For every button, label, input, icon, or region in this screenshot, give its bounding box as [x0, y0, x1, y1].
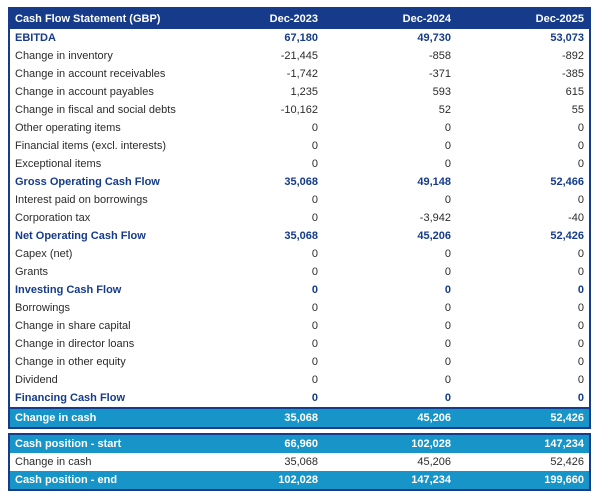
- row-value: 0: [311, 302, 318, 314]
- row-value: -892: [561, 50, 584, 62]
- row-value: 0: [577, 338, 584, 350]
- table-row: [10, 191, 589, 209]
- cash-position-table: [8, 433, 591, 491]
- row-value: 0: [311, 392, 318, 404]
- table-row: [10, 155, 589, 173]
- table-row: [10, 389, 589, 407]
- row-value: 0: [311, 374, 318, 386]
- row-label: Change in cash: [15, 456, 92, 468]
- row-value: -40: [568, 212, 584, 224]
- row-value: 0: [577, 374, 584, 386]
- row-label: Change in cash: [15, 412, 97, 424]
- row-value: 0: [444, 248, 451, 260]
- row-value: 102,028: [278, 474, 318, 486]
- row-value: 66,960: [284, 438, 318, 450]
- row-label: Dividend: [15, 374, 58, 386]
- row-value: 0: [577, 140, 584, 152]
- row-value: 0: [444, 266, 451, 278]
- table-row: [10, 371, 589, 389]
- row-value: -385: [561, 68, 584, 80]
- row-value: 45,206: [417, 456, 451, 468]
- row-value: 52,466: [550, 176, 584, 188]
- row-value: 0: [311, 140, 318, 152]
- row-value: 0: [577, 284, 584, 296]
- row-label: Capex (net): [15, 248, 73, 260]
- row-label: EBITDA: [15, 32, 56, 44]
- row-value: 52: [438, 104, 451, 116]
- row-label: Change in account payables: [15, 86, 154, 98]
- row-value: -10,162: [280, 104, 318, 116]
- row-value: 35,068: [284, 412, 318, 424]
- row-value: 0: [577, 158, 584, 170]
- cash-flow-table: [8, 7, 591, 429]
- row-value: 49,148: [417, 176, 451, 188]
- row-value: 0: [577, 320, 584, 332]
- row-label: Corporation tax: [15, 212, 91, 224]
- row-value: 0: [577, 248, 584, 260]
- row-value: 55: [571, 104, 584, 116]
- summary-table-body: [10, 435, 589, 489]
- row-value: 0: [444, 194, 451, 206]
- column-header-dec-2024: Dec-2024: [402, 13, 451, 25]
- row-value: 0: [444, 122, 451, 134]
- row-value: 35,068: [284, 456, 318, 468]
- row-label: Borrowings: [15, 302, 71, 314]
- row-label: Cash position - start: [15, 438, 122, 450]
- row-label: Cash position - end: [15, 474, 118, 486]
- row-value: 0: [444, 392, 451, 404]
- row-label: Other operating items: [15, 122, 121, 134]
- row-value: 0: [444, 338, 451, 350]
- table-row: [10, 29, 589, 47]
- row-label: Change in inventory: [15, 50, 113, 62]
- table-row: [10, 299, 589, 317]
- row-value: 0: [577, 266, 584, 278]
- table-row: [10, 471, 589, 489]
- row-value: 0: [311, 248, 318, 260]
- row-value: 0: [577, 356, 584, 368]
- table-row: [10, 317, 589, 335]
- row-label: Change in other equity: [15, 356, 126, 368]
- row-value: 1,235: [290, 86, 318, 98]
- table-row: [10, 335, 589, 353]
- row-label: Change in account receivables: [15, 68, 166, 80]
- row-value: 45,206: [417, 412, 451, 424]
- row-value: 0: [577, 392, 584, 404]
- row-value: 0: [311, 212, 318, 224]
- table-row: [10, 173, 589, 191]
- row-label: Gross Operating Cash Flow: [15, 176, 160, 188]
- table-row: [10, 453, 589, 471]
- column-header-dec-2023: Dec-2023: [269, 13, 318, 25]
- table-row: [10, 47, 589, 65]
- row-value: 0: [444, 284, 451, 296]
- row-value: 35,068: [284, 230, 318, 242]
- row-value: 102,028: [411, 438, 451, 450]
- row-value: 0: [311, 284, 318, 296]
- row-value: 0: [444, 356, 451, 368]
- row-value: 0: [311, 338, 318, 350]
- row-label: Change in director loans: [15, 338, 135, 350]
- row-label: Grants: [15, 266, 49, 278]
- row-value: 199,660: [544, 474, 584, 486]
- table-row: [10, 83, 589, 101]
- row-value: -1,742: [286, 68, 318, 80]
- table-body: [10, 29, 589, 427]
- row-value: -21,445: [280, 50, 318, 62]
- row-value: 0: [311, 194, 318, 206]
- row-label: Interest paid on borrowings: [15, 194, 148, 206]
- table-row: [10, 101, 589, 119]
- row-value: 0: [444, 158, 451, 170]
- table-row: [10, 119, 589, 137]
- row-value: 53,073: [550, 32, 584, 44]
- table-row: [10, 353, 589, 371]
- table-row: [10, 227, 589, 245]
- row-value: -3,942: [419, 212, 451, 224]
- row-value: 45,206: [417, 230, 451, 242]
- table-row: [10, 245, 589, 263]
- table-row: [10, 281, 589, 299]
- row-value: 0: [311, 320, 318, 332]
- row-label: Net Operating Cash Flow: [15, 230, 146, 242]
- row-value: 0: [444, 374, 451, 386]
- row-value: 593: [432, 86, 451, 98]
- row-value: 0: [444, 140, 451, 152]
- row-value: 147,234: [411, 474, 451, 486]
- row-label: Investing Cash Flow: [15, 284, 122, 296]
- row-value: -371: [428, 68, 451, 80]
- row-value: 52,426: [550, 230, 584, 242]
- row-value: 67,180: [284, 32, 318, 44]
- row-value: 0: [577, 194, 584, 206]
- row-label: Financial items (excl. interests): [15, 140, 166, 152]
- row-label: Financing Cash Flow: [15, 392, 126, 404]
- row-value: 52,426: [550, 456, 584, 468]
- row-value: 35,068: [284, 176, 318, 188]
- row-value: 0: [311, 266, 318, 278]
- table-row: [10, 407, 589, 427]
- table-row: [10, 137, 589, 155]
- table-title: Cash Flow Statement (GBP): [15, 13, 161, 25]
- row-value: 147,234: [544, 438, 584, 450]
- row-value: 0: [311, 122, 318, 134]
- row-label: Change in share capital: [15, 320, 131, 332]
- row-value: -858: [428, 50, 451, 62]
- row-label: Exceptional items: [15, 158, 102, 170]
- table-row: [10, 435, 589, 453]
- row-value: 0: [577, 122, 584, 134]
- table-row: [10, 263, 589, 281]
- row-label: Change in fiscal and social debts: [15, 104, 176, 116]
- table-row: [10, 209, 589, 227]
- row-value: 0: [577, 302, 584, 314]
- row-value: 0: [444, 320, 451, 332]
- column-header-dec-2025: Dec-2025: [535, 13, 584, 25]
- row-value: 0: [311, 158, 318, 170]
- row-value: 0: [444, 302, 451, 314]
- row-value: 49,730: [417, 32, 451, 44]
- row-value: 0: [311, 356, 318, 368]
- row-value: 615: [565, 86, 584, 98]
- table-row: [10, 65, 589, 83]
- row-value: 52,426: [550, 412, 584, 424]
- table-header-row: [10, 9, 589, 29]
